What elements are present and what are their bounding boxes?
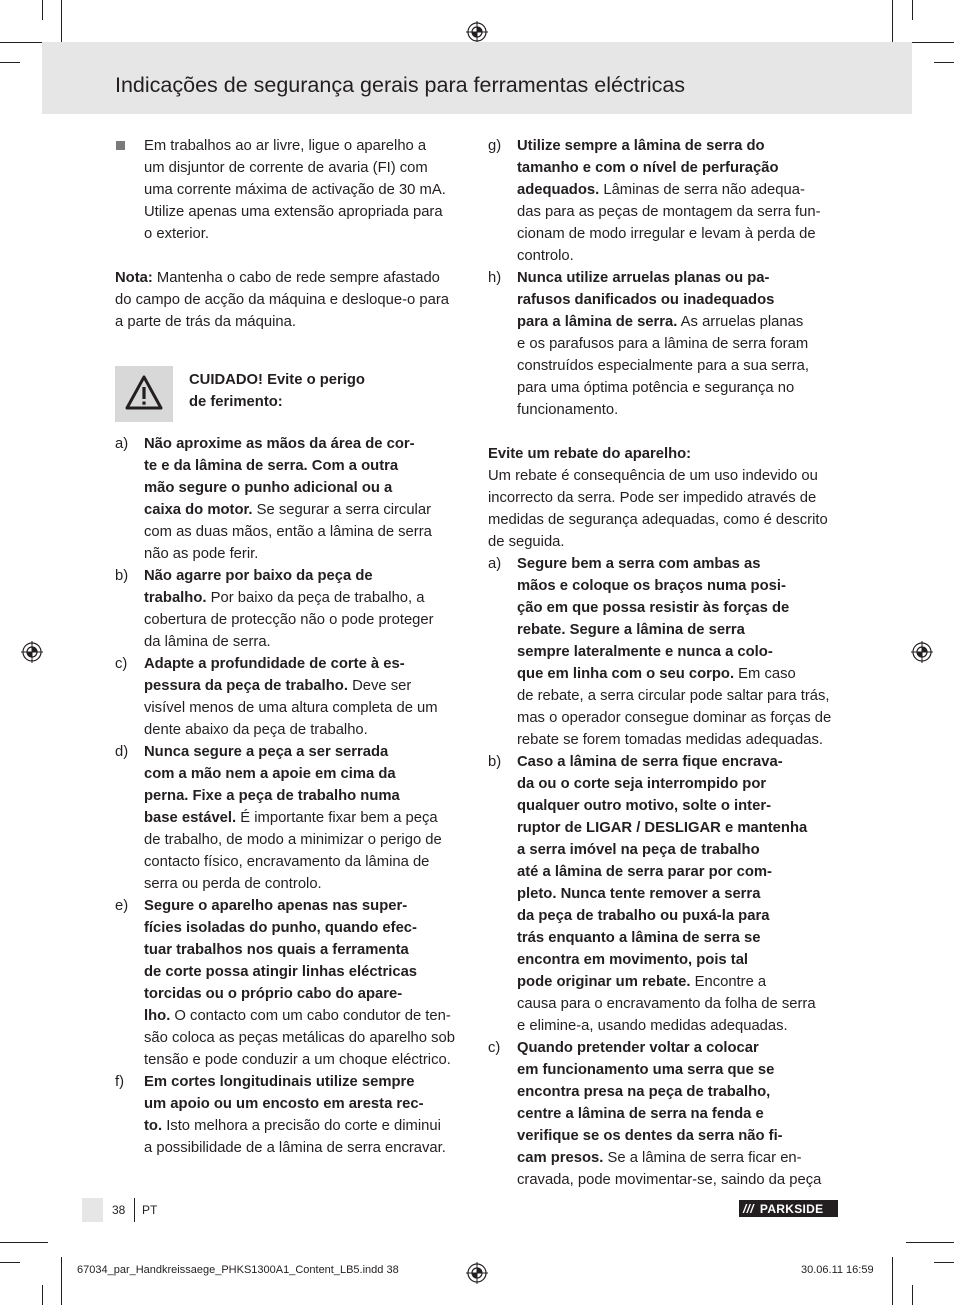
note-label: Nota: (115, 270, 153, 286)
warning-text: CUIDADO! Evite o perigo de ferimento: (189, 372, 365, 410)
list-item-f: f) Em cortes longitudinais utilize sempre um apoio ou um encosto em aresta rec- to. Isto melhora a precisão do corte e diminui a possibilidade de a lâmina de serra encravar. (115, 1074, 446, 1156)
bullet-square-icon (116, 141, 125, 150)
crop-mark (0, 42, 48, 43)
list-item-b: b) Não agarre por baixo da peça de trabalho. Por baixo da peça de trabalho, a cobertura de protecção não o pode proteger da lâmina de serra. (115, 568, 434, 650)
slug-date: 30.06.11 16:59 (801, 1264, 874, 1276)
page-title: Indicações de segurança gerais para ferramentas eléctricas (115, 73, 686, 97)
note-paragraph: Nota: Mantenha o cabo de rede sempre afastado do campo de acção da máquina e desloque-o para a parte de trás da máquina. (115, 270, 449, 330)
section-heading-rebate: Evite um rebate do aparelho: (488, 446, 692, 462)
crop-mark (61, 1257, 62, 1305)
crop-mark (912, 0, 913, 20)
registration-mark-icon (466, 1262, 488, 1284)
crop-mark (0, 62, 20, 63)
rebate-intro: Um rebate é consequência de um uso indevido ou incorrecto da serra. Pode ser impedido através de medidas de segurança adequadas, como é descrito de seguida. (488, 468, 828, 550)
crop-mark (912, 1285, 913, 1305)
list-item-a: a) Não aproxime as mãos da área de cor- te e da lâmina de serra. Com a outra mão segure o punho adicional ou a caixa do motor. Se segurar a serra circular com as duas mãos, então a lâmina de serra não as pode ferir. (115, 436, 432, 562)
left-column (115, 135, 470, 1159)
crop-mark (934, 62, 954, 63)
registration-mark-icon (466, 21, 488, 43)
page-number: 38 (112, 1203, 126, 1217)
crop-mark (934, 1262, 954, 1263)
language-code: PT (142, 1203, 158, 1217)
list-item-e: e) Segure o aparelho apenas nas super- fícies isoladas do punho, quando efec- tuar trabalhos nos quais a ferramenta de corte possa atingir linhas eléctricas torcidas ou o próprio cabo do apare- lho. O contacto com um cabo condutor de ten- são coloca as peças metálicas do aparelho sob tensão e pode conduzir a um choque eléctrico. (115, 898, 455, 1068)
crop-mark (906, 1242, 954, 1243)
list-item-d: d) Nunca segure a peça a ser serrada com a mão nem a apoie em cima da perna. Fixe a peça de trabalho numa base estável. É importante fixar bem a peça de trabalho, de modo a minimizar o perigo de contacto físico, encravamento da lâmina de serra ou perda de controlo. (115, 744, 442, 892)
crop-mark (892, 0, 893, 48)
registration-mark-icon (911, 641, 933, 663)
bullet-outdoor-work: Em trabalhos ao ar livre, ligue o aparelho a um disjuntor de corrente de avaria (FI) com uma corrente máxima de activação de 30 mA. Utilize apenas uma extensão apropriada para o exterior. (115, 135, 470, 245)
crop-mark (892, 1257, 893, 1305)
warning-icon-panel (115, 366, 173, 422)
crop-mark (42, 1285, 43, 1305)
crop-mark (906, 42, 954, 43)
footer-tab (82, 1198, 103, 1222)
registration-mark-icon (21, 641, 43, 663)
warning-box (115, 366, 470, 422)
list-item-g: g) Utilize sempre a lâmina de serra do tamanho e com o nível de perfuração adequados. Lâminas de serra não adequa- das para as peças de montagem da serra fun- cionam de modo irregular e levam à perda de controlo. (488, 138, 821, 264)
rebate-item-b: b) Caso a lâmina de serra fique encrava- da ou o corte seja interrompido por qualquer outro motivo, solte o inter- ruptor de LIGAR / DESLIGAR e mantenha a serra imóvel na peça de trabalho até a lâmina de serra parar por com- pleto. Nunca tente remover a serra da peça de trabalho ou puxá-la para trás enquanto a lâmina de serra se encontra em movimento, pois tal pode originar um rebate. Encontre a causa para o encravamento da folha de serra e elimine-a, usando medidas adequadas. (488, 754, 816, 1034)
right-column (488, 135, 844, 1191)
crop-mark (61, 0, 62, 48)
slug-filename: 67034_par_Handkreissaege_PHKS1300A1_Content_LB5.indd 38 (77, 1264, 399, 1276)
rebate-item-a: a) Segure bem a serra com ambas as mãos e coloque os braços numa posi- ção em que possa resistir às forças de rebate. Segure a lâmina de serra sempre lateralmente e nunca a colo- que em linha com o seu corpo. Em caso de rebate, a serra circular pode saltar para trás, mas o operador consegue dominar as forças de rebate se forem tomadas medidas adequadas. (488, 556, 832, 748)
header-band (42, 42, 912, 114)
crop-mark (0, 1262, 20, 1263)
list-item-c: c) Adapte a profundidade de corte à es- pessura da peça de trabalho. Deve ser visível menos de uma altura completa de um dente abaixo da peça de trabalho. (115, 656, 438, 738)
footer-divider (134, 1198, 135, 1222)
rebate-item-c: c) Quando pretender voltar a colocar em funcionamento uma serra que se encontra presa na peça de trabalho, centre a lâmina de serra na fenda e verifique se os dentes da serra não fi- cam presos. Se a lâmina de serra ficar en- cravada, pode movimentar-se, saindo da peça (488, 1040, 822, 1188)
list-item-h: h) Nunca utilize arruelas planas ou pa- rafusos danificados ou inadequados para a lâmina de serra. As arruelas planas e os parafusos para a lâmina de serra foram construídos especialmente para a sua serra, para uma óptima potência e segurança no funcionamento. (488, 270, 809, 418)
crop-mark (0, 1242, 48, 1243)
crop-mark (42, 0, 43, 20)
warning-triangle-icon (124, 374, 164, 412)
parkside-logo: /// PARKSIDE (739, 1200, 838, 1217)
